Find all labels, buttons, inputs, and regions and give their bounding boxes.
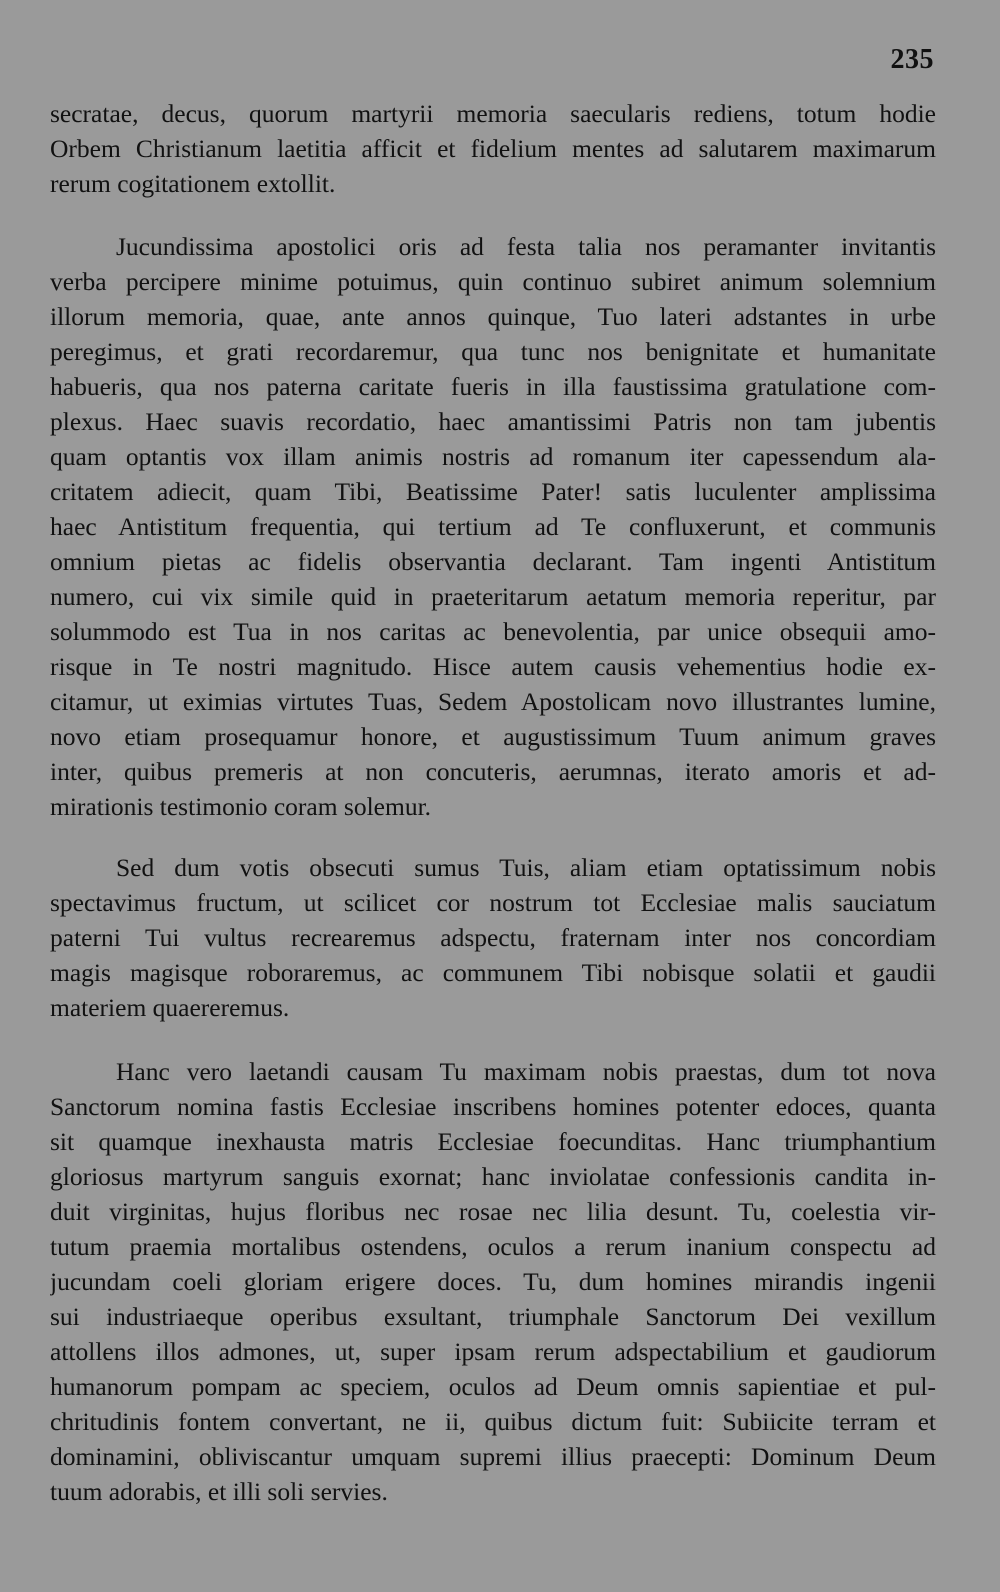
text-line: sit quamque inexhausta matris Ecclesiae foecunditas. Hanc triumphantium <box>50 1127 936 1156</box>
text-line: habueris, qua nos paterna caritate fueris in illa faustissima gratulatione com- <box>50 372 936 401</box>
page-number: 235 <box>890 44 934 75</box>
text-line: novo etiam prosequamur honore, et augustissimum Tuum animum graves <box>50 722 936 751</box>
text-line: dominamini, obliviscantur umquam supremi illius praecepti: Dominum Deum <box>50 1442 936 1471</box>
text-line: secratae, decus, quorum martyrii memoria saecularis rediens, totum hodie <box>50 99 936 128</box>
text-line: Hanc vero laetandi causam Tu maximam nobis praestas, dum tot nova <box>116 1057 936 1086</box>
text-line: quam optantis vox illam animis nostris ad romanum iter capessendum ala- <box>50 442 936 471</box>
text-line: humanorum pompam ac speciem, oculos ad Deum omnis sapientiae et pul- <box>50 1372 936 1401</box>
text-line: risque in Te nostri magnitudo. Hisce autem causis vehementius hodie ex- <box>50 652 936 681</box>
text-line: rerum cogitationem extollit. <box>50 169 336 198</box>
text-line: magis magisque roboraremus, ac communem Tibi nobisque solatii et gaudii <box>50 958 936 987</box>
text-line: Jucundissima apostolici oris ad festa talia nos peramanter invitantis <box>116 232 936 261</box>
text-line: spectavimus fructum, ut scilicet cor nostrum tot Ecclesiae malis sauciatum <box>50 888 936 917</box>
text-line: omnium pietas ac fidelis observantia declarant. Tam ingenti Antistitum <box>50 547 936 576</box>
paragraph-3 <box>50 850 936 1025</box>
text-line: tutum praemia mortalibus ostendens, oculos a rerum inanium conspectu ad <box>50 1232 936 1261</box>
text-line: illorum memoria, quae, ante annos quinque, Tuo lateri adstantes in urbe <box>50 302 936 331</box>
text-line: tuum adorabis, et illi soli servies. <box>50 1477 388 1506</box>
paragraph-4 <box>50 1054 936 1509</box>
text-line: Orbem Christianum laetitia afficit et fidelium mentes ad salutarem maximarum <box>50 134 936 163</box>
text-line: plexus. Haec suavis recordatio, haec amantissimi Patris non tam jubentis <box>50 407 936 436</box>
text-line: critatem adiecit, quam Tibi, Beatissime Pater! satis luculenter amplissima <box>50 477 936 506</box>
paragraph-1 <box>50 96 936 201</box>
text-line: peregimus, et grati recordaremur, qua tunc nos benignitate et humanitate <box>50 337 936 366</box>
text-line: solummodo est Tua in nos caritas ac benevolentia, par unice obsequii amo- <box>50 617 936 646</box>
text-line: materiem quaereremus. <box>50 993 290 1022</box>
text-line: chritudinis fontem convertant, ne ii, quibus dictum fuit: Subiicite terram et <box>50 1407 936 1436</box>
text-line: jucundam coeli gloriam erigere doces. Tu, dum homines mirandis ingenii <box>50 1267 936 1296</box>
text-line: haec Antistitum frequentia, qui tertium ad Te confluxerunt, et communis <box>50 512 936 541</box>
text-line: attollens illos admones, ut, super ipsam rerum adspectabilium et gaudiorum <box>50 1337 936 1366</box>
text-line: verba percipere minime potuimus, quin continuo subiret animum solemnium <box>50 267 936 296</box>
text-line: sui industriaeque operibus exsultant, triumphale Sanctorum Dei vexillum <box>50 1302 936 1331</box>
text-line: mirationis testimonio coram solemur. <box>50 792 432 821</box>
text-line: inter, quibus premeris at non concuteris, aerumnas, iterato amoris et ad- <box>50 757 936 786</box>
text-line: citamur, ut eximias virtutes Tuas, Sedem Apostolicam novo illustrantes lumine, <box>50 687 936 716</box>
text-line: gloriosus martyrum sanguis exornat; hanc inviolatae confessionis candita in- <box>50 1162 936 1191</box>
paragraph-2 <box>50 229 936 824</box>
text-line: duit virginitas, hujus floribus nec rosae nec lilia desunt. Tu, coelestia vir- <box>50 1197 936 1226</box>
text-line: Sanctorum nomina fastis Ecclesiae inscribens homines potenter edoces, quanta <box>50 1092 936 1121</box>
text-line: paterni Tui vultus recrearemus adspectu, fraternam inter nos concordiam <box>50 923 936 952</box>
text-line: numero, cui vix simile quid in praeteritarum aetatum memoria reperitur, par <box>50 582 936 611</box>
text-line: Sed dum votis obsecuti sumus Tuis, aliam etiam optatissimum nobis <box>116 853 936 882</box>
